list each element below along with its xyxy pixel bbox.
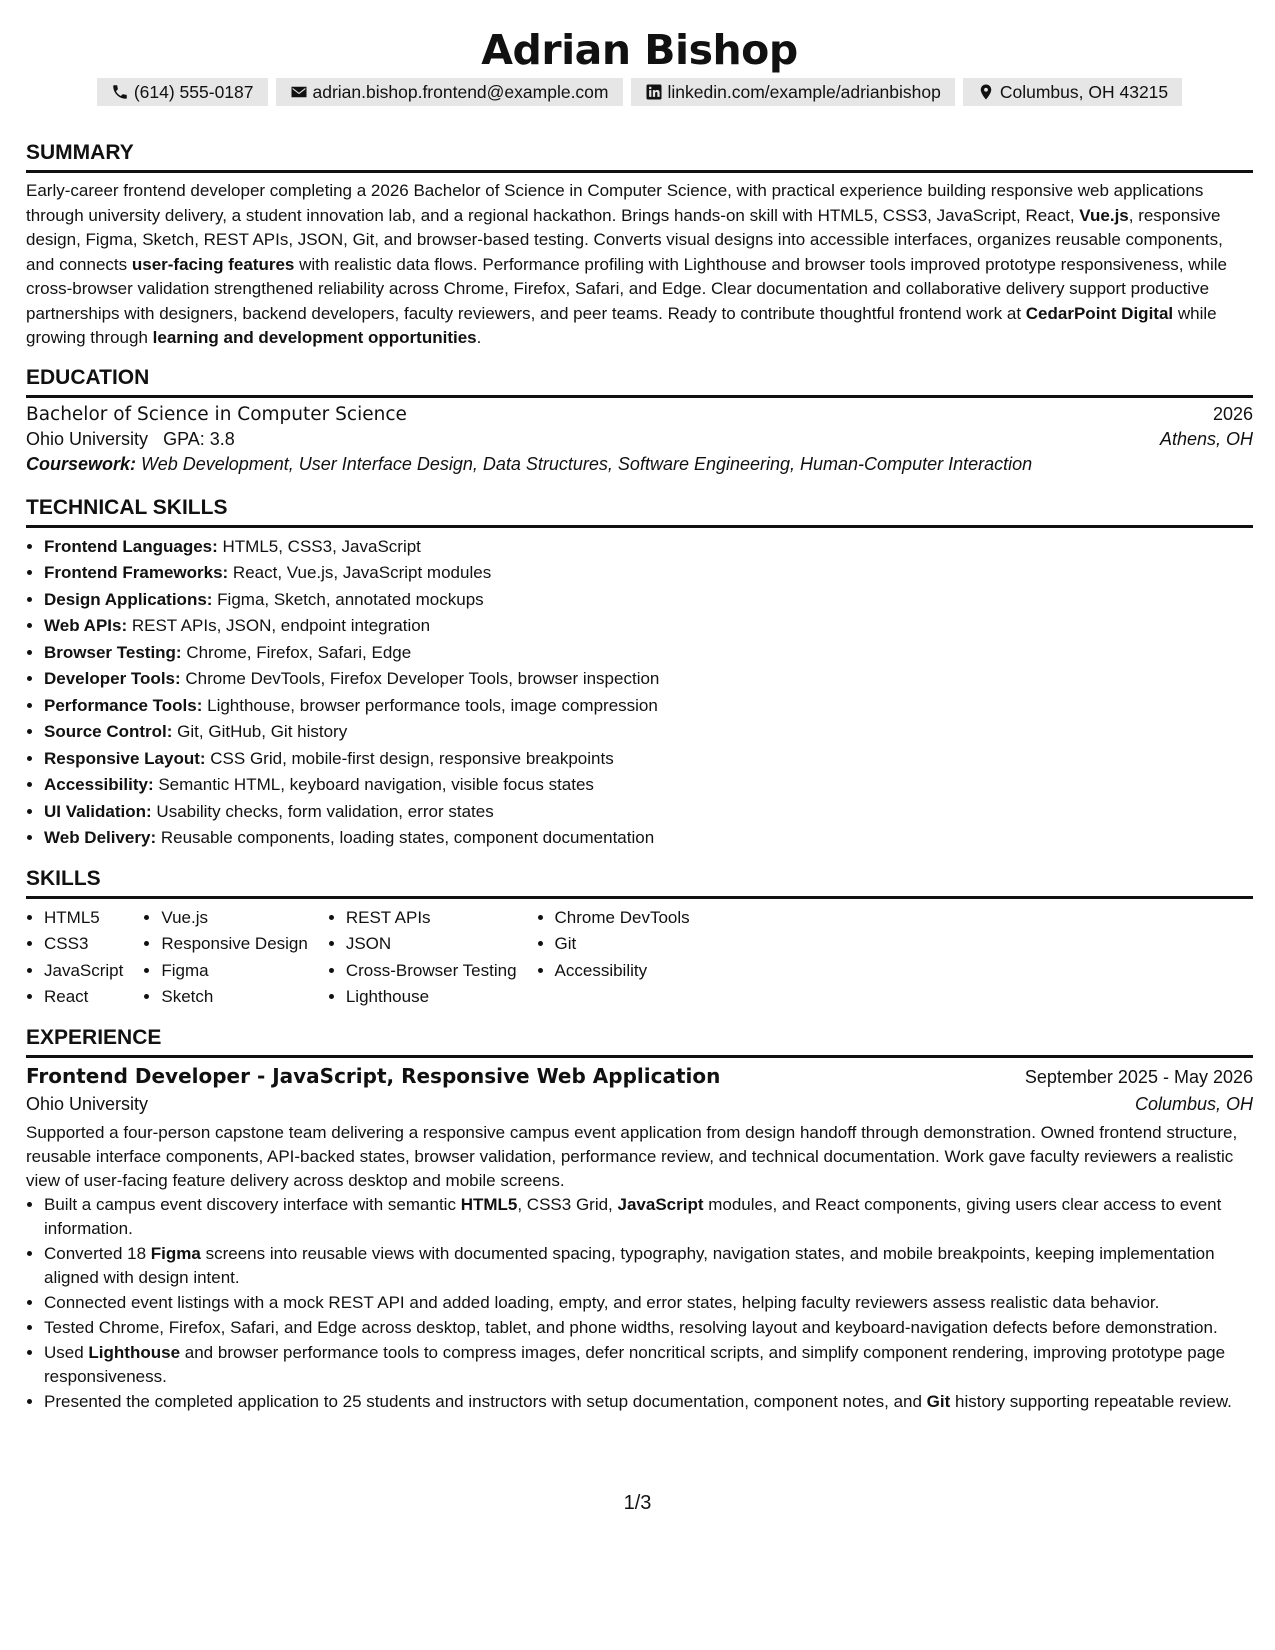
gpa: GPA: 3.8 xyxy=(163,428,235,449)
job-description: Supported a four-person capstone team delivering a responsive campus event application from design handoff through demonstration. Owned frontend structure, reusable interface components, API-backed states, browser validation, performance review, and technical documentation. Work gave faculty reviewers a realistic view of user-facing feature delivery across desktop and mobile screens. xyxy=(26,1122,1238,1190)
coursework-list: Web Development, User Interface Design, Data Structures, Software Engineering, Human-Computer Interaction xyxy=(141,453,1033,474)
skill-category-value: Usability checks, form validation, error states xyxy=(151,801,494,821)
text-run: . xyxy=(476,328,482,347)
technical-skill-item xyxy=(44,799,1253,826)
skill-category-label: Design Applications: xyxy=(44,589,213,609)
section-title-education: EDUCATION xyxy=(26,365,1253,398)
graduation-year: 2026 xyxy=(1212,403,1253,424)
skill-item: • Vue.js xyxy=(161,905,307,932)
emphasis-text: Lighthouse xyxy=(88,1342,181,1362)
skills-column xyxy=(537,905,690,1011)
skill-category-value: React, Vue.js, JavaScript modules xyxy=(228,563,492,582)
skill-category-value: CSS Grid, mobile-first design, responsive breakpoints xyxy=(205,748,614,768)
page-number: 1/3 xyxy=(623,1492,652,1514)
text-run: while growing through xyxy=(26,303,1217,347)
section-title-technical-skills: TECHNICAL SKILLS xyxy=(26,495,1253,528)
emphasis-text: Figma xyxy=(150,1243,201,1263)
map-pin-icon xyxy=(977,83,995,101)
emphasis-text: Vue.js xyxy=(1079,205,1129,225)
experience-bullet xyxy=(44,1193,1253,1241)
skill-category-label: Browser Testing: xyxy=(44,642,182,662)
technical-skill-item xyxy=(44,825,1253,852)
school-location: Athens, OH xyxy=(1159,428,1253,449)
resume-page xyxy=(26,0,1253,1415)
technical-skill-item xyxy=(44,772,1253,799)
skill-item: • REST APIs xyxy=(346,905,517,932)
technical-skills-section xyxy=(26,495,1253,852)
skill-category-label: Responsive Layout: xyxy=(44,748,206,768)
job-dates: September 2025 - May 2026 xyxy=(1024,1066,1253,1087)
skills-column xyxy=(26,905,123,1011)
emphasis-text: HTML5 xyxy=(460,1194,518,1214)
technical-skill-item xyxy=(44,640,1253,667)
emphasis-text: CedarPoint Digital xyxy=(1025,303,1174,323)
section-title-summary: SUMMARY xyxy=(26,140,1253,173)
technical-skill-item xyxy=(44,666,1253,693)
text-run: Converted 18 xyxy=(44,1243,151,1263)
text-run: , responsive design, Figma, Sketch, REST APIs, JSON, Git, and browser-based testing. Converts visual designs into accessible interfaces, organizes reusable components, and connects xyxy=(26,205,1223,274)
job-title: Frontend Developer - JavaScript, Responsive Web Application xyxy=(26,1063,721,1088)
org-row xyxy=(26,1094,1253,1115)
skill-item: • Responsive Design xyxy=(161,931,307,958)
skill-category-label: Frontend Frameworks: xyxy=(44,563,229,582)
section-title-skills: SKILLS xyxy=(26,866,1253,899)
skill-category-value: Reusable components, loading states, component documentation xyxy=(156,828,655,847)
emphasis-text: JavaScript xyxy=(617,1194,704,1214)
location-text: Columbus, OH 43215 xyxy=(999,81,1169,102)
contact-email[interactable] xyxy=(276,78,623,106)
text-run: with realistic data flows. Performance profiling with Lighthouse and browser tools improved prototype responsiveness, while cross-browser validation strengthened reliability across Chrome, Firefox, Safari, and Edge. Clear documentation and collaborative delivery support productive partnerships with designers, backend developers, faculty reviewers, and peer teams. Ready to contribute thoughtful frontend work at xyxy=(26,254,1227,323)
school-name: Ohio University xyxy=(26,428,149,449)
skill-category-value: Lighthouse, browser performance tools, image compression xyxy=(202,695,658,715)
text-run: Early-career frontend developer completing a 2026 Bachelor of Science in Computer Science, with practical experience building responsive web applications through university delivery, a student innovation lab, and a regional hackathon. Brings hands-on skill with HTML5, CSS3, JavaScript, React, xyxy=(26,181,1204,225)
skill-item: • Accessibility xyxy=(555,958,690,985)
skill-category-label: Web Delivery: xyxy=(44,828,157,847)
experience-bullet xyxy=(44,1316,1253,1340)
degree-title: Bachelor of Science in Computer Science xyxy=(26,403,407,425)
skill-category-label: Performance Tools: xyxy=(44,695,203,715)
skill-item: • JSON xyxy=(346,931,517,958)
contact-bar xyxy=(26,78,1253,106)
skills-section xyxy=(26,866,1253,1011)
skill-category-value: REST APIs, JSON, endpoint integration xyxy=(127,616,431,635)
skill-item: • Git xyxy=(555,931,690,958)
emphasis-text: learning and development opportunities xyxy=(152,328,477,347)
technical-skill-item xyxy=(44,719,1253,746)
summary-text xyxy=(26,179,1253,351)
skill-item: • CSS3 xyxy=(44,931,123,958)
email-text: adrian.bishop.frontend@example.com xyxy=(312,81,609,102)
linkedin-text: linkedin.com/example/adrianbishop xyxy=(667,81,941,102)
contact-linkedin[interactable] xyxy=(631,78,955,106)
section-title-experience: EXPERIENCE xyxy=(26,1025,1253,1058)
skill-category-label: Source Control: xyxy=(44,722,173,741)
envelope-icon xyxy=(290,83,308,101)
text-run: and browser performance tools to compress images, defer noncritical scripts, and simplify component rendering, improving prototype page responsiveness. xyxy=(44,1342,1226,1386)
experience-bullet xyxy=(44,1390,1253,1414)
technical-skill-item xyxy=(44,560,1253,587)
school-row xyxy=(26,429,1253,450)
education-section xyxy=(26,365,1253,475)
school-info xyxy=(26,429,235,450)
experience-bullet xyxy=(44,1242,1253,1290)
skill-category-label: Accessibility: xyxy=(44,775,154,794)
text-run: Used xyxy=(44,1342,89,1362)
experience-section xyxy=(26,1025,1253,1414)
text-run: modules, and React components, giving users clear access to event information. xyxy=(44,1194,1222,1238)
skill-item: • Sketch xyxy=(161,984,307,1011)
technical-skill-item xyxy=(44,534,1253,561)
skills-column xyxy=(328,905,517,1011)
technical-skill-item xyxy=(44,746,1253,773)
skill-category-label: Developer Tools: xyxy=(44,669,181,688)
skill-item: • Chrome DevTools xyxy=(555,905,690,932)
skill-item: • Cross-Browser Testing xyxy=(346,958,517,985)
technical-skill-item xyxy=(44,613,1253,640)
skill-category-label: UI Validation: xyxy=(44,801,152,821)
skill-category-label: Web APIs: xyxy=(44,616,128,635)
summary-section xyxy=(26,140,1253,351)
skill-item: • JavaScript xyxy=(44,958,123,985)
skill-category-value: HTML5, CSS3, JavaScript xyxy=(217,536,421,556)
experience-bullet xyxy=(44,1291,1253,1315)
text-run: Connected event listings with a mock REST API and added loading, empty, and error states, helping faculty reviewers assess realistic data behavior. xyxy=(44,1292,1160,1312)
technical-skills-list xyxy=(26,534,1253,852)
skills-column xyxy=(143,905,307,1011)
technical-skill-item xyxy=(44,693,1253,720)
coursework xyxy=(26,454,1253,475)
experience-bullet xyxy=(44,1341,1253,1389)
skill-item: • React xyxy=(44,984,123,1011)
skill-category-value: Chrome, Firefox, Safari, Edge xyxy=(181,642,412,662)
skill-item: • Lighthouse xyxy=(346,984,517,1011)
text-run: Built a campus event discovery interface with semantic xyxy=(44,1194,461,1214)
emphasis-text: Git xyxy=(926,1391,951,1411)
skill-category-value: Chrome DevTools, Firefox Developer Tools, browser inspection xyxy=(180,669,660,688)
candidate-name: Adrian Bishop xyxy=(481,26,798,74)
text-run: screens into reusable views with documented spacing, typography, navigation states, and mobile breakpoints, keeping implementation aligned with design intent. xyxy=(44,1243,1215,1287)
skill-item: • HTML5 xyxy=(44,905,123,932)
phone-text: (614) 555-0187 xyxy=(133,81,254,102)
job-org: Ohio University xyxy=(26,1093,149,1114)
contact-phone[interactable] xyxy=(97,78,268,106)
text-run: , CSS3 Grid, xyxy=(517,1194,618,1214)
text-run: history supporting repeatable review. xyxy=(950,1391,1232,1411)
skill-category-value: Git, GitHub, Git history xyxy=(172,722,348,741)
technical-skill-item xyxy=(44,587,1253,614)
job-bullets xyxy=(26,1193,1253,1414)
skills-columns xyxy=(26,905,1253,1011)
contact-location xyxy=(963,78,1182,106)
skill-category-label: Frontend Languages: xyxy=(44,536,218,556)
job-row xyxy=(26,1064,1253,1088)
text-run: Tested Chrome, Firefox, Safari, and Edge across desktop, tablet, and phone widths, resolving layout and keyboard-navigation defects before demonstration. xyxy=(44,1317,1218,1337)
degree-row xyxy=(26,404,1253,425)
skill-category-value: Figma, Sketch, annotated mockups xyxy=(212,589,484,609)
coursework-label: Coursework: xyxy=(26,453,137,474)
text-run: Presented the completed application to 25 students and instructors with setup documentation, component notes, and xyxy=(44,1391,927,1411)
emphasis-text: user-facing features xyxy=(131,254,295,274)
phone-icon xyxy=(111,83,129,101)
skill-category-value: Semantic HTML, keyboard navigation, visible focus states xyxy=(153,775,594,794)
skill-item: • Figma xyxy=(161,958,307,985)
linkedin-icon xyxy=(645,83,663,101)
job-location: Columbus, OH xyxy=(1134,1093,1253,1114)
